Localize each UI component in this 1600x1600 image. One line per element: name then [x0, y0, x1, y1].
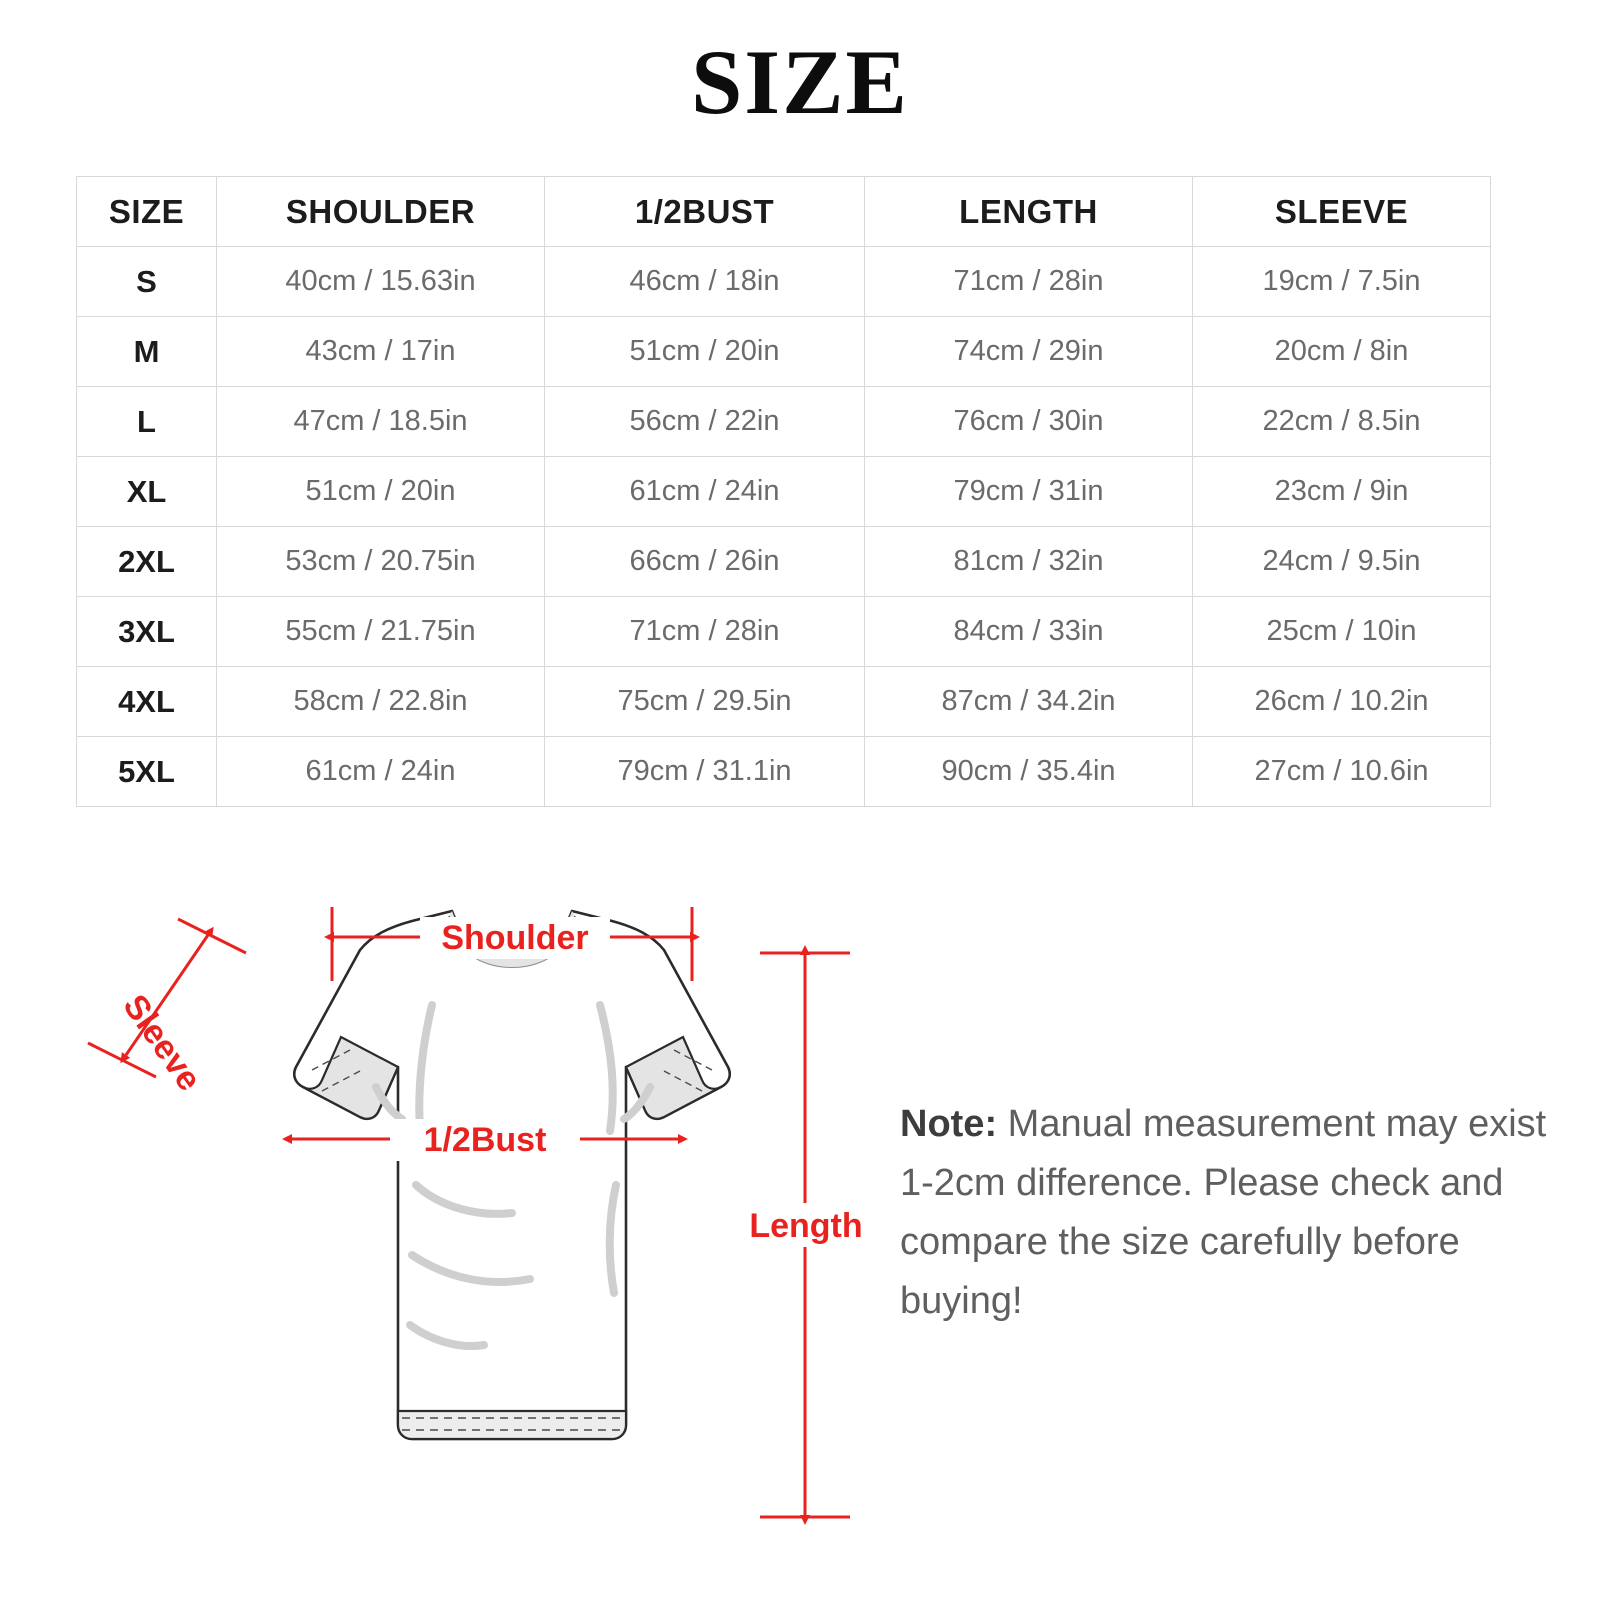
page-title: SIZE	[691, 31, 909, 133]
cell-bust: 75cm / 29.5in	[545, 667, 865, 737]
cell-bust: 66cm / 26in	[545, 527, 865, 597]
cell-length: 81cm / 32in	[865, 527, 1193, 597]
cell-size: 4XL	[77, 667, 217, 737]
cell-sleeve: 26cm / 10.2in	[1193, 667, 1491, 737]
table-row	[77, 317, 1491, 387]
cell-shoulder: 40cm / 15.63in	[217, 247, 545, 317]
table-row	[77, 737, 1491, 807]
cell-length: 90cm / 35.4in	[865, 737, 1193, 807]
cell-length: 84cm / 33in	[865, 597, 1193, 667]
cell-sleeve: 22cm / 8.5in	[1193, 387, 1491, 457]
cell-size: 5XL	[77, 737, 217, 807]
note-text: Manual measurement may exist 1-2cm difference. Please check and compare the size carefully before buying!	[900, 1103, 1547, 1322]
column-header-length: LENGTH	[865, 177, 1193, 247]
tshirt-measurement-diagram	[60, 855, 880, 1555]
measurement-note	[900, 1095, 1560, 1331]
cell-bust: 46cm / 18in	[545, 247, 865, 317]
size-chart-table	[76, 176, 1490, 807]
cell-length: 76cm / 30in	[865, 387, 1193, 457]
cell-shoulder: 43cm / 17in	[217, 317, 545, 387]
cell-size: 3XL	[77, 597, 217, 667]
cell-bust: 51cm / 20in	[545, 317, 865, 387]
cell-shoulder: 51cm / 20in	[217, 457, 545, 527]
cell-length: 71cm / 28in	[865, 247, 1193, 317]
sleeve-label: Sleeve	[115, 987, 209, 1098]
cell-size: S	[77, 247, 217, 317]
column-header-size: SIZE	[77, 177, 217, 247]
cell-shoulder: 55cm / 21.75in	[217, 597, 545, 667]
table-row	[77, 527, 1491, 597]
cell-sleeve: 27cm / 10.6in	[1193, 737, 1491, 807]
cell-size: 2XL	[77, 527, 217, 597]
cell-shoulder: 61cm / 24in	[217, 737, 545, 807]
column-header-bust: 1/2BUST	[545, 177, 865, 247]
cell-length: 74cm / 29in	[865, 317, 1193, 387]
cell-length: 87cm / 34.2in	[865, 667, 1193, 737]
table-row	[77, 387, 1491, 457]
cell-shoulder: 47cm / 18.5in	[217, 387, 545, 457]
column-header-shoulder: SHOULDER	[217, 177, 545, 247]
bottom-hem	[398, 1411, 626, 1439]
cell-size: XL	[77, 457, 217, 527]
bust-label: 1/2Bust	[423, 1121, 547, 1159]
table-row	[77, 457, 1491, 527]
cell-sleeve: 23cm / 9in	[1193, 457, 1491, 527]
length-label: Length	[749, 1207, 863, 1245]
cell-bust: 56cm / 22in	[545, 387, 865, 457]
column-header-sleeve: SLEEVE	[1193, 177, 1491, 247]
tshirt-outline	[294, 911, 730, 1439]
cell-sleeve: 24cm / 9.5in	[1193, 527, 1491, 597]
shoulder-label: Shoulder	[441, 919, 589, 957]
table-row	[77, 597, 1491, 667]
table-row	[77, 667, 1491, 737]
cell-size: L	[77, 387, 217, 457]
cell-shoulder: 58cm / 22.8in	[217, 667, 545, 737]
cell-sleeve: 25cm / 10in	[1193, 597, 1491, 667]
note-label: Note:	[900, 1103, 998, 1145]
cell-bust: 79cm / 31.1in	[545, 737, 865, 807]
cell-sleeve: 20cm / 8in	[1193, 317, 1491, 387]
cell-bust: 61cm / 24in	[545, 457, 865, 527]
table-row	[77, 247, 1491, 317]
cell-length: 79cm / 31in	[865, 457, 1193, 527]
table-header-row	[77, 177, 1491, 247]
cell-sleeve: 19cm / 7.5in	[1193, 247, 1491, 317]
cell-size: M	[77, 317, 217, 387]
cell-bust: 71cm / 28in	[545, 597, 865, 667]
cell-shoulder: 53cm / 20.75in	[217, 527, 545, 597]
